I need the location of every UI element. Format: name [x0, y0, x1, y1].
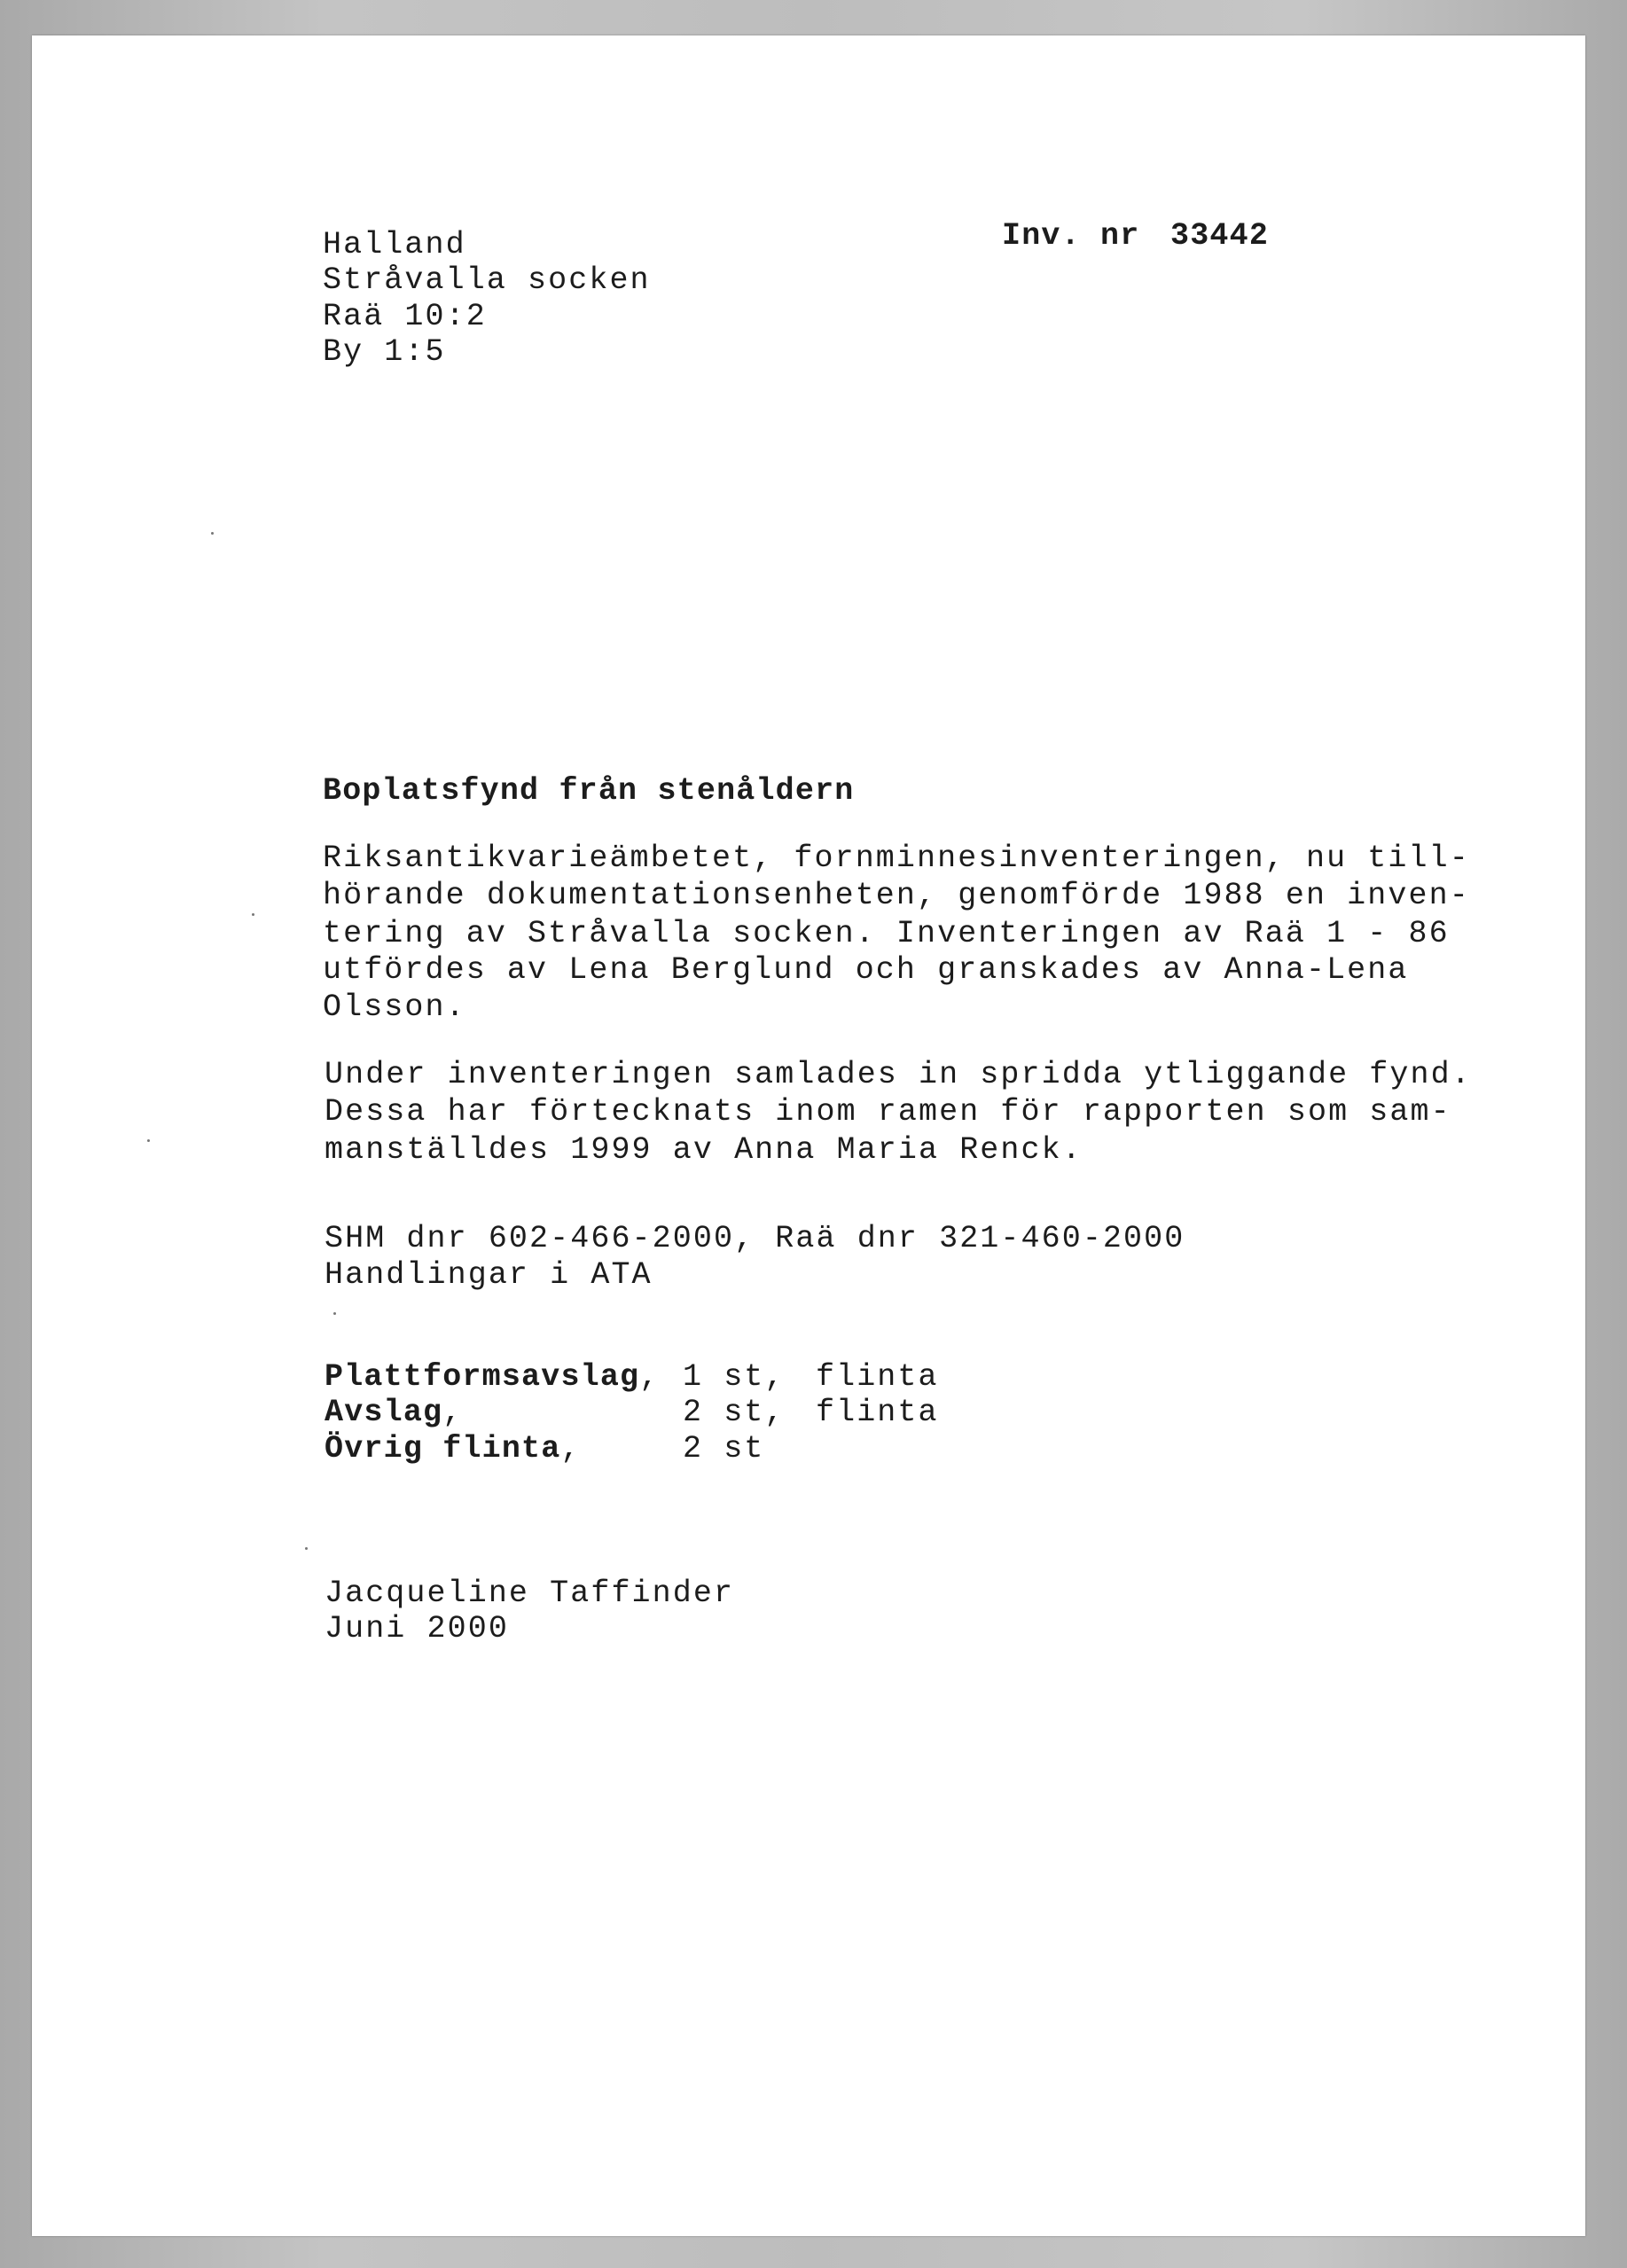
paragraph-1-line: utfördes av Lena Berglund och granskades av Anna-Lena	[323, 952, 1409, 988]
paragraph-2-line: Under inventeringen samlades in spridda ytliggande fynd.	[325, 1057, 1472, 1092]
find-material: flinta	[816, 1359, 939, 1395]
scan-speck	[252, 913, 254, 916]
scan-speck	[211, 532, 214, 535]
paragraph-1-line: hörande dokumentationsenheten, genomförde 1988 en inven-	[323, 878, 1470, 913]
find-type: Avslag	[325, 1395, 443, 1430]
paragraph-1-line: tering av Stråvalla socken. Inventeringen av Raä 1 - 86	[323, 916, 1450, 951]
paragraph-1-line: Olsson.	[323, 989, 466, 1025]
find-separator: ,	[560, 1431, 582, 1466]
find-count: 1 st,	[683, 1359, 786, 1395]
find-row	[325, 1431, 582, 1466]
document-date: Juni 2000	[325, 1611, 509, 1646]
scan-speck	[333, 1312, 336, 1315]
find-separator: ,	[639, 1359, 661, 1395]
find-type: Plattformsavslag	[325, 1359, 640, 1395]
find-count: 2 st,	[683, 1395, 786, 1430]
scan-speck	[305, 1547, 308, 1550]
registry-numbers: SHM dnr 602-466-2000, Raä dnr 321-460-2000	[325, 1221, 1185, 1256]
inventory-number: 33442	[1170, 218, 1270, 254]
scan-speck	[147, 1139, 150, 1142]
find-row	[325, 1359, 660, 1395]
location-raa-number: Raä 10:2	[323, 299, 487, 334]
archive-reference: Handlingar i ATA	[325, 1257, 653, 1293]
paragraph-2-line: Dessa har förtecknats inom ramen för rapporten som sam-	[325, 1094, 1451, 1130]
paragraph-1-line: Riksantikvarieämbetet, fornminnesinventeringen, nu till-	[323, 841, 1470, 876]
document-page	[32, 35, 1585, 2236]
location-property: By 1:5	[323, 334, 446, 370]
author-name: Jacqueline Taffinder	[325, 1576, 735, 1611]
find-count: 2 st	[683, 1431, 765, 1466]
location-county: Halland	[323, 227, 466, 262]
find-type: Övrig flinta	[325, 1431, 561, 1466]
find-separator: ,	[442, 1395, 464, 1430]
inventory-number-label: Inv. nr	[1002, 218, 1140, 254]
document-title: Boplatsfynd från stenåldern	[323, 773, 855, 809]
location-parish: Stråvalla socken	[323, 262, 651, 298]
paragraph-2-line: manställdes 1999 av Anna Maria Renck.	[325, 1132, 1083, 1168]
find-material: flinta	[816, 1395, 939, 1430]
find-row	[325, 1395, 463, 1430]
